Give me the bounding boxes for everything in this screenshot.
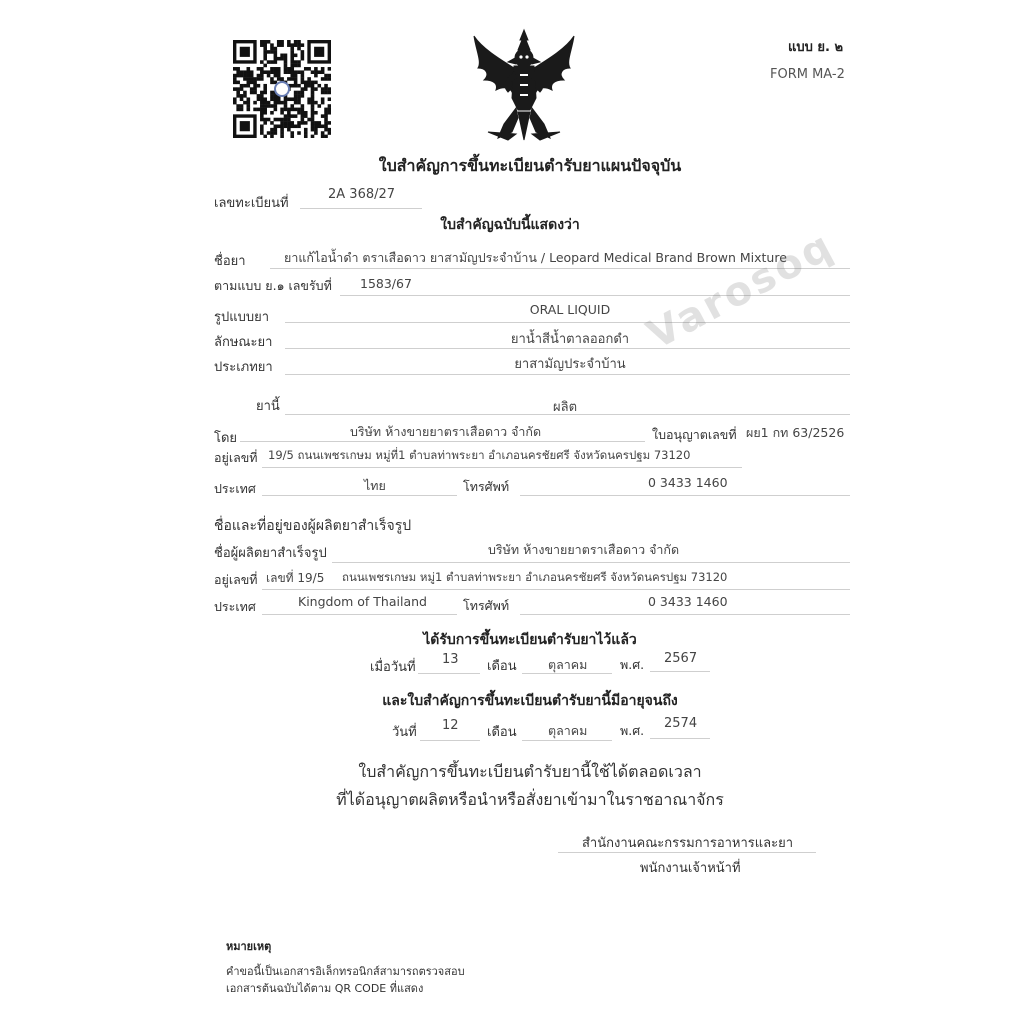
note-title: หมายเหตุ (226, 940, 272, 953)
signature-officer: พนักงานเจ้าหน้าที่ (640, 861, 741, 876)
phone-label: โทรศัพท์ (463, 479, 510, 494)
registered-year-line (650, 671, 710, 672)
registered-month: ตุลาคม (548, 657, 588, 672)
appearance-line (285, 348, 850, 349)
validity-line-1: ใบสำคัญการขึ้นทะเบียนตำรับยานี้ใช้ได้ตลอดเวลา (358, 762, 702, 781)
qr-code-image (233, 40, 331, 138)
drug-type-line (285, 374, 850, 375)
final-producer-phone-label: โทรศัพท์ (463, 598, 510, 613)
expiry-title: และใบสำคัญการขึ้นทะเบียนตำรับยานี้มีอายุจนถึง (382, 693, 678, 709)
phone-line (520, 495, 850, 496)
license-value: ผย1 กท 63/2526 (746, 425, 845, 440)
expiry-year-label: พ.ศ. (620, 723, 645, 738)
expiry-day-line (420, 740, 480, 741)
final-producer-country-line (262, 614, 457, 615)
expiry-date-label: วันที่ (392, 725, 417, 740)
country-line (262, 495, 457, 496)
final-producer-country-value: Kingdom of Thailand (298, 594, 427, 609)
registered-month-line (522, 673, 612, 674)
expiry-month-label: เดือน (487, 725, 517, 740)
final-producer-street-value: ถนนเพชรเกษม หมู่1 ตำบลท่าพระยา อำเภอนครชัยศรี จังหวัดนครปฐม 73120 (342, 570, 728, 584)
signature-line (558, 852, 816, 853)
registered-day: 13 (442, 652, 459, 667)
by-label: โดย (214, 431, 238, 446)
form-code-th: แบบ ย. ๒ (788, 40, 844, 55)
country-label: ประเทศ (214, 481, 256, 496)
drug-type-value: ยาสามัญประจำบ้าน (514, 357, 626, 372)
garuda-emblem-image (468, 28, 580, 146)
final-producer-name-value: บริษัท ห้างขายยาตราเสือดาว จำกัด (488, 542, 680, 557)
drug-name-value: ยาแก้ไอน้ำดำ ตราเสือดาว ยาสามัญประจำบ้าน / Leopard Medical Brand Brown Mixture (284, 250, 787, 265)
address-label: อยู่เลขที่ (214, 450, 258, 465)
note-line-2: เอกสารต้นฉบับได้ตาม QR CODE ที่แสดง (226, 982, 424, 995)
drug-this-label: ยานี้ (256, 399, 280, 414)
manufacture-action-line (285, 414, 850, 415)
final-producer-phone-value: 0 3433 1460 (648, 594, 728, 609)
validity-line-2: ที่ได้อนุญาตผลิตหรือนำหรือสั่งยาเข้ามาในราชอาณาจักร (336, 790, 724, 809)
registered-date-label: เมื่อวันที่ (370, 660, 416, 675)
license-label: ใบอนุญาตเลขที่ (652, 427, 737, 442)
registration-number-line (300, 208, 422, 209)
note-line-1: คำขอนี้เป็นเอกสารอิเล็กทรอนิกส์สามารถตรวจสอบ (226, 965, 465, 978)
expiry-month: ตุลาคม (548, 723, 588, 738)
registered-day-line (418, 673, 480, 674)
drug-type-label: ประเภทยา (214, 360, 273, 375)
signature-agency: สำนักงานคณะกรรมการอาหารและยา (582, 836, 794, 851)
registered-title: ได้รับการขึ้นทะเบียนตำรับยาไว้แล้ว (423, 632, 637, 648)
address-line (262, 467, 742, 468)
registered-month-label: เดือน (487, 659, 517, 674)
expiry-year: 2574 (664, 716, 698, 731)
registered-year-label: พ.ศ. (620, 657, 645, 672)
drug-name-label: ชื่อยา (214, 254, 246, 269)
dosage-form-value: ORAL LIQUID (529, 302, 611, 317)
receipt-number-value: 1583/67 (360, 276, 412, 291)
dosage-form-label: รูปแบบยา (214, 310, 270, 325)
document-title: ใบสำคัญการขึ้นทะเบียนตำรับยาแผนปัจจุบัน (378, 156, 682, 175)
appearance-value: ยาน้ำสีน้ำตาลออกดำ (510, 332, 630, 347)
qr-code (233, 40, 331, 138)
registration-number-value: 2A 368/27 (328, 187, 396, 202)
manufacturer-company: บริษัท ห้างขายยาตราเสือดาว จำกัด (350, 424, 542, 439)
registered-year: 2567 (664, 651, 698, 666)
final-producer-house-value: เลขที่ 19/5 (266, 571, 325, 585)
final-producer-name-label: ชื่อผู้ผลิตยาสำเร็จรูป (214, 546, 327, 561)
form-code-en: FORM MA-2 (770, 67, 845, 82)
final-producer-address-label: อยู่เลขที่ (214, 572, 258, 587)
manufacture-action-value: ผลิต (553, 400, 578, 415)
final-producer-section-title: ชื่อและที่อยู่ของผู้ผลิตยาสำเร็จรูป (214, 518, 412, 534)
appearance-label: ลักษณะยา (214, 335, 273, 350)
expiry-month-line (522, 740, 612, 741)
final-producer-country-label: ประเทศ (214, 599, 256, 614)
expiry-day: 12 (442, 718, 459, 733)
receipt-number-label: ตามแบบ ย.๑ เลขรับที่ (214, 278, 332, 293)
manufacturer-company-line (240, 441, 645, 442)
final-producer-name-line (332, 562, 850, 563)
final-producer-phone-line (520, 614, 850, 615)
watermark-text: Varosoq (640, 222, 842, 359)
dosage-form-line (285, 322, 850, 323)
final-producer-address-line (262, 589, 850, 590)
phone-value: 0 3433 1460 (648, 475, 728, 490)
garuda-emblem (468, 28, 580, 146)
country-value: ไทย (364, 478, 386, 493)
registration-number-label: เลขทะเบียนที่ (214, 196, 289, 211)
expiry-year-line (650, 738, 710, 739)
certificate-subtitle: ใบสำคัญฉบับนี้แสดงว่า (440, 217, 580, 233)
address-value: 19/5 ถนนเพชรเกษม หมู่ที่1 ตำบลท่าพระยา อำเภอนครชัยศรี จังหวัดนครปฐม 73120 (268, 448, 691, 462)
